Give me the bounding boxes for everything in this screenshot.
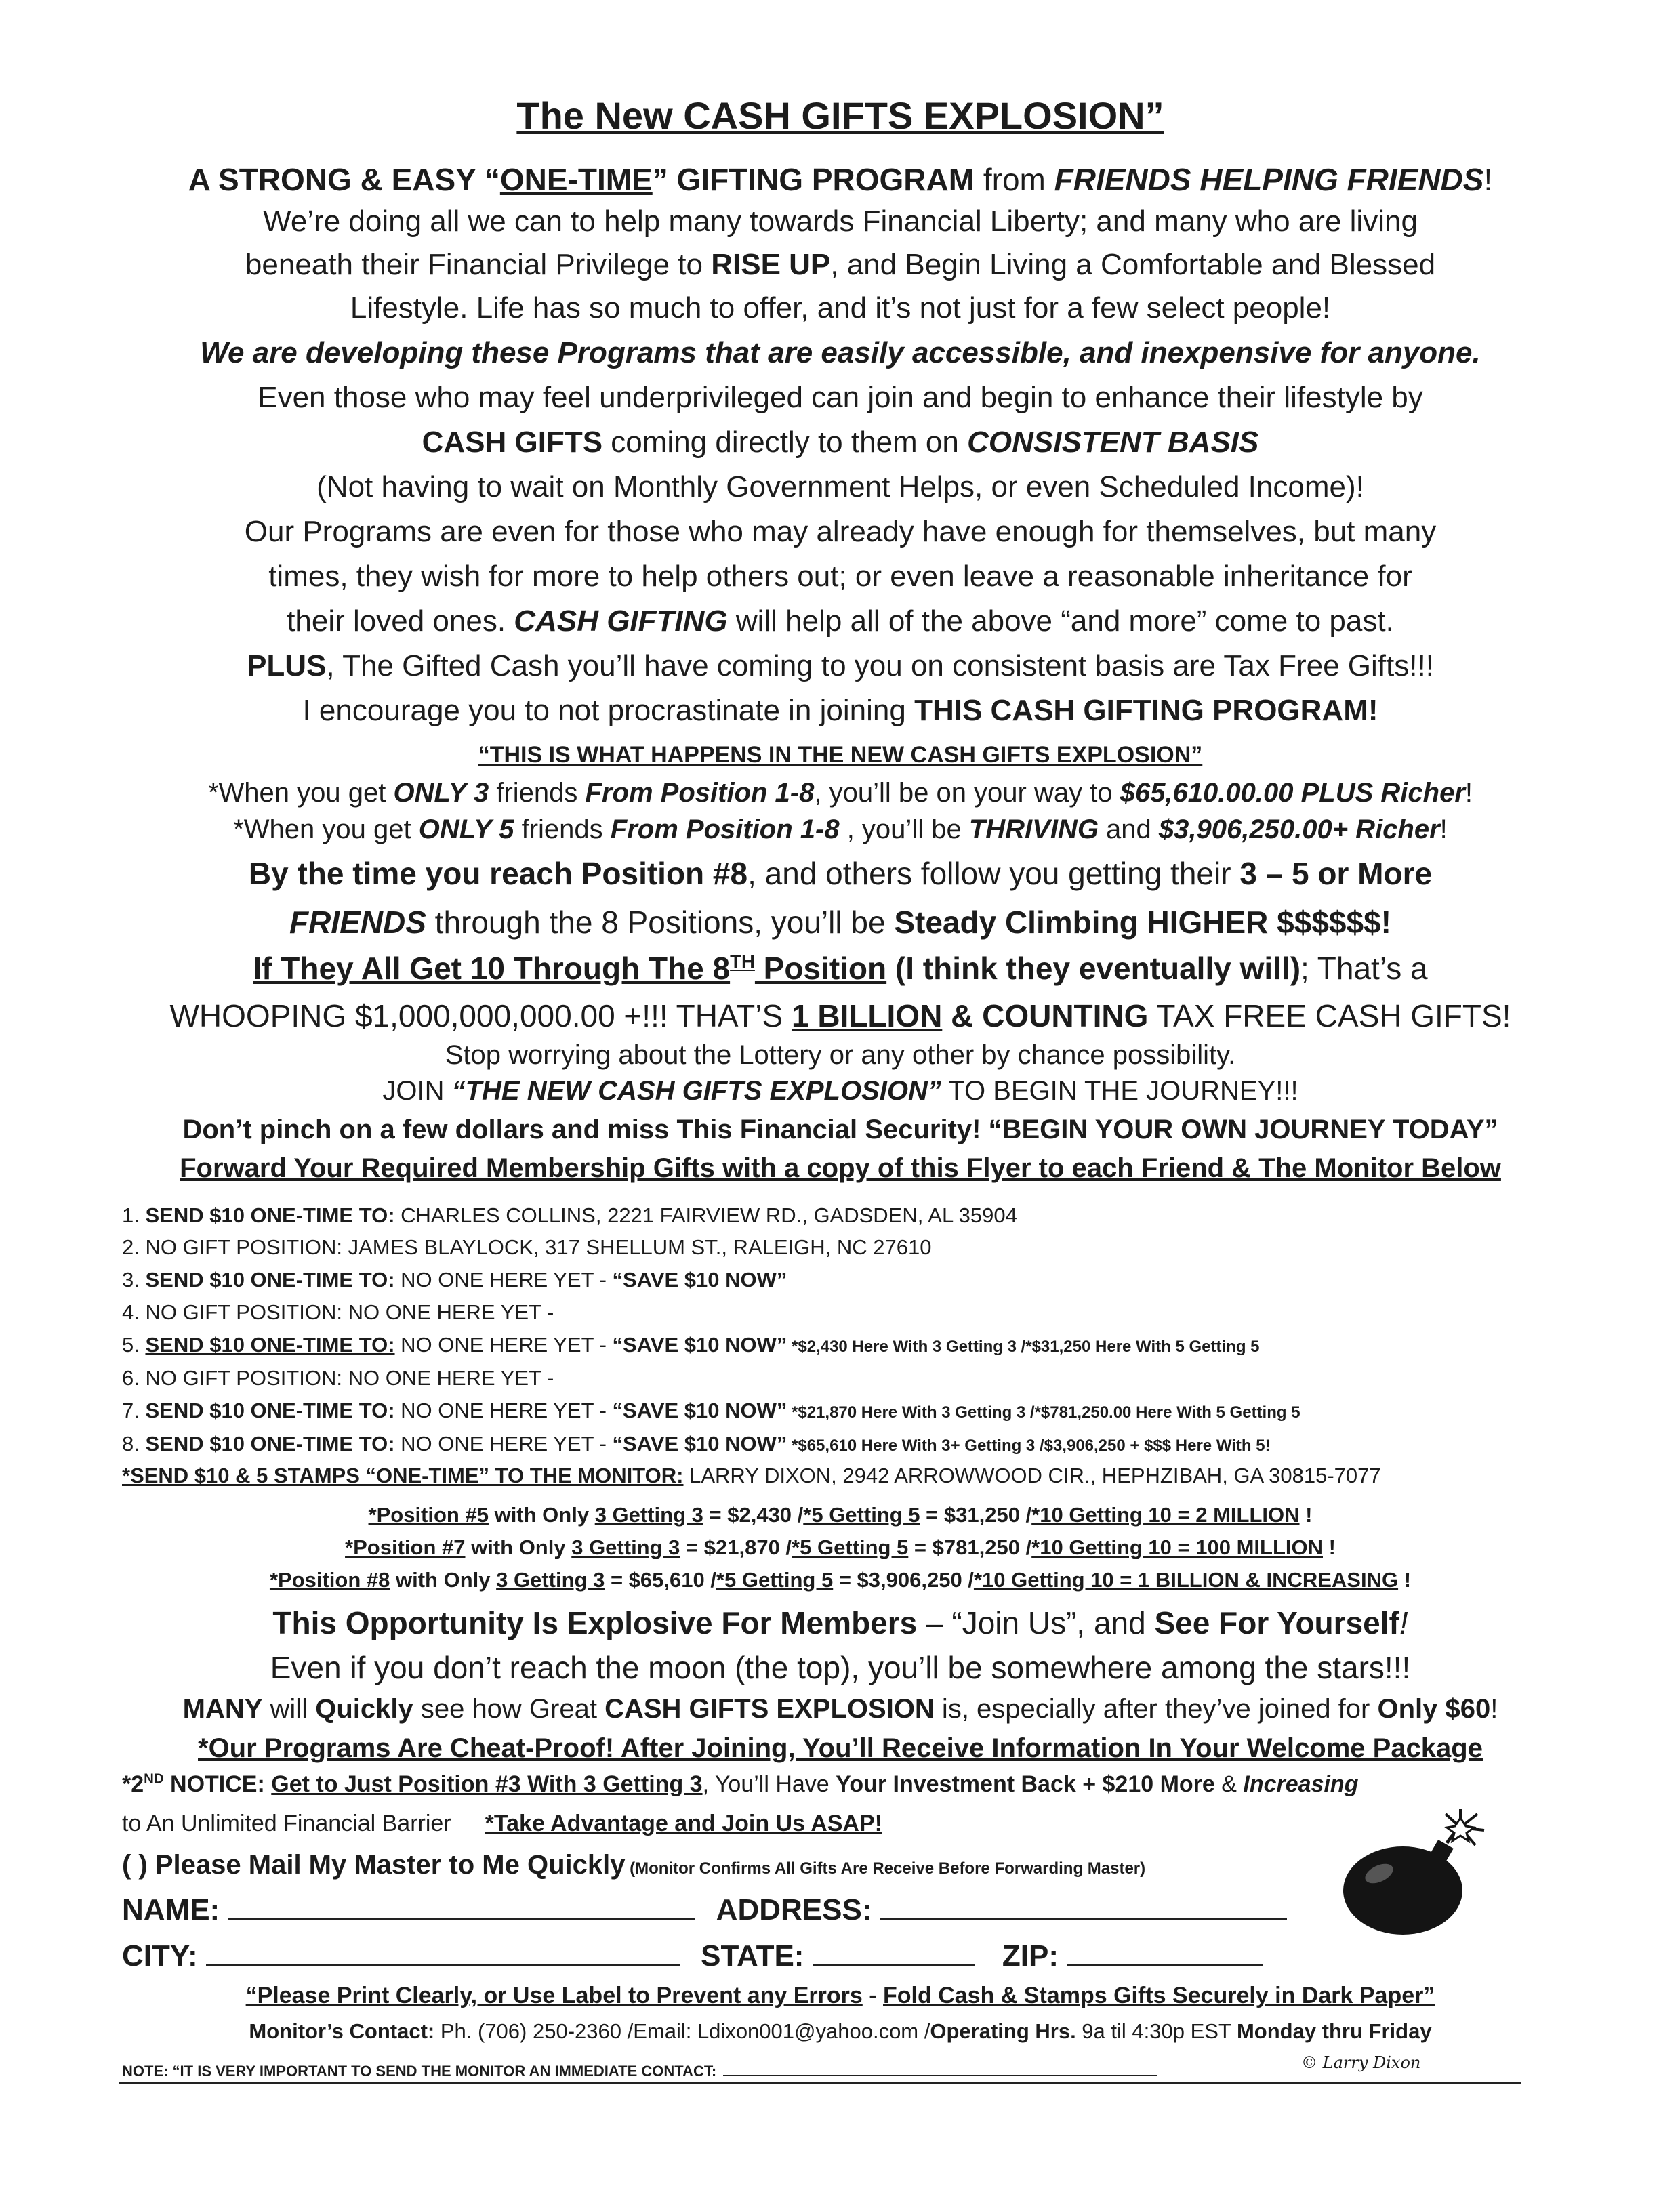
intro-line-11: their loved ones. CASH GIFTING will help all of the above “and more” come to past.: [287, 604, 1394, 638]
intro-line-6: Even those who may feel underprivileged can join and begin to enhance their lifestyle by: [258, 381, 1423, 414]
state-field[interactable]: [813, 1937, 975, 1966]
happens-friends-line: FRIENDS through the 8 Positions, you’ll be Steady Climbing HIGHER $$$$$$!: [289, 905, 1391, 940]
happens-lottery-line: Stop worrying about the Lottery or any other by chance possibility.: [445, 1040, 1236, 1070]
intro-line-4: Lifestyle. Life has so much to offer, and it’s not just for a few select people!: [350, 291, 1331, 325]
happens-position-8-line: By the time you reach Position #8, and others follow you getting their 3 – 5 or More: [248, 856, 1433, 891]
name-label: NAME:: [122, 1893, 220, 1926]
happens-forward-line: Forward Your Required Membership Gifts with a copy of this Flyer to each Friend & The Monitor Below: [180, 1153, 1501, 1183]
city-field[interactable]: [206, 1937, 680, 1966]
closing-many-line: MANY will Quickly see how Great CASH GIFTS EXPLOSION is, especially after they’ve joined for Only $60!: [182, 1694, 1498, 1724]
intro-line-7: CASH GIFTS coming directly to them on CONSISTENT BASIS: [422, 426, 1259, 459]
happens-10-through-line: If They All Get 10 Through The 8TH Position (I think they eventually will); That’s a: [253, 951, 1428, 986]
happens-heading: “THIS IS WHAT HAPPENS IN THE NEW CASH GIFTS EXPLOSION”: [478, 742, 1203, 768]
summary-position-5: *Position #5 with Only 3 Getting 3 = $2,430 /*5 Getting 5 = $31,250 /*10 Getting 10 = 2 MILLION !: [368, 1503, 1313, 1527]
intro-line-8: (Not having to wait on Monthly Government Helps, or even Scheduled Income)!: [316, 470, 1364, 503]
zip-label: ZIP:: [1002, 1939, 1059, 1973]
intro-line-1: A STRONG & EASY “ONE-TIME” GIFTING PROGRAM from FRIENDS HELPING FRIENDS!: [188, 162, 1493, 197]
city-state-zip-row: [122, 1937, 1263, 1973]
summary-position-7: *Position #7 with Only 3 Getting 3 = $21,870 /*5 Getting 5 = $781,250 /*10 Getting 10 = 100 MILLION !: [345, 1535, 1336, 1559]
address-field[interactable]: [880, 1891, 1287, 1920]
position-6: 6. NO GIFT POSITION: NO ONE HERE YET -: [122, 1366, 554, 1390]
zip-field[interactable]: [1067, 1937, 1263, 1966]
happens-line-3-friends: *When you get ONLY 3 friends From Position 1-8, you’ll be on your way to $65,610.00.00 PLUS Richer!: [207, 778, 1473, 808]
mail-master-checkbox[interactable]: ( ) Please Mail My Master to Me Quickly (Monitor Confirms All Gifts Are Receive Before Forwarding Master): [122, 1850, 1146, 1880]
position-1: 1. SEND $10 ONE-TIME TO: CHARLES COLLINS, 2221 FAIRVIEW RD., GADSDEN, AL 35904: [122, 1203, 1017, 1227]
page-title: The New CASH GIFTS EXPLOSION”: [516, 94, 1164, 137]
position-3: 3. SEND $10 ONE-TIME TO: NO ONE HERE YET - “SAVE $10 NOW”: [122, 1268, 787, 1292]
copyright-signature: © Larry Dixon: [1301, 2053, 1421, 2072]
closing-notice-line: *2ND NOTICE: Get to Just Position #3 With 3 Getting 3, You’ll Have Your Investment Back + $210 More & Increasing: [122, 1771, 1359, 1797]
happens-line-5-friends: *When you get ONLY 5 friends From Position 1-8 , you’ll be THRIVING and $3,906,250.00+ Richer!: [233, 814, 1448, 844]
intro-line-13: I encourage you to not procrastinate in joining THIS CASH GIFTING PROGRAM!: [302, 694, 1378, 727]
name-field[interactable]: [228, 1891, 695, 1920]
note-line: NOTE: “IT IS VERY IMPORTANT TO SEND THE MONITOR AN IMMEDIATE CONTACT:: [122, 2060, 1157, 2080]
position-5: 5. SEND $10 ONE-TIME TO: NO ONE HERE YET - “SAVE $10 NOW” *$2,430 Here With 3 Getting 3 /*$31,250 Here With 5 Getting 5: [122, 1333, 1260, 1357]
intro-line-5: We are developing these Programs that are easily accessible, and inexpensive for anyone.: [200, 336, 1481, 369]
closing-moon-line: Even if you don’t reach the moon (the top), you’ll be somewhere among the stars!!!: [270, 1650, 1411, 1685]
position-4: 4. NO GIFT POSITION: NO ONE HERE YET -: [122, 1300, 554, 1324]
happens-billion-line: WHOOPING $1,000,000,000.00 +!!! THAT’S 1 BILLION & COUNTING TAX FREE CASH GIFTS!: [169, 998, 1511, 1033]
note-field[interactable]: [723, 2060, 1157, 2076]
address-label: ADDRESS:: [716, 1893, 872, 1926]
intro-line-2: We’re doing all we can to help many towards Financial Liberty; and many who are living: [263, 205, 1418, 238]
intro-line-3: beneath their Financial Privilege to RISE UP, and Begin Living a Comfortable and Blessed: [245, 248, 1436, 281]
monitor-position: *SEND $10 & 5 STAMPS “ONE-TIME” TO THE MONITOR: LARRY DIXON, 2942 ARROWWOOD CIR., HEPHZIBAH, GA 30815-7077: [122, 1464, 1381, 1487]
closing-cheat-proof-line: *Our Programs Are Cheat-Proof! After Joining, You’ll Receive Information In Your Welcome Package: [198, 1733, 1483, 1763]
bomb-icon: [1332, 1806, 1488, 1941]
happens-pinch-line: Don’t pinch on a few dollars and miss This Financial Security! “BEGIN YOUR OWN JOURNEY TODAY”: [182, 1115, 1498, 1144]
intro-line-10: times, they wish for more to help others out; or even leave a reasonable inheritance for: [268, 560, 1412, 593]
closing-asap-line: to An Unlimited Financial Barrier *Take Advantage and Join Us ASAP!: [122, 1811, 882, 1836]
monitor-contact-line: Monitor’s Contact: Ph. (706) 250-2360 /Email: Ldixon001@yahoo.com /Operating Hrs. 9a til 4:30p EST Monday thru Friday: [249, 2019, 1432, 2043]
print-clearly-line: “Please Print Clearly, or Use Label to Prevent any Errors - Fold Cash & Stamps Gifts Securely in Dark Paper”: [245, 1983, 1435, 2008]
intro-line-9: Our Programs are even for those who may already have enough for themselves, but many: [244, 515, 1437, 548]
state-label: STATE:: [701, 1939, 804, 1973]
position-7: 7. SEND $10 ONE-TIME TO: NO ONE HERE YET - “SAVE $10 NOW” *$21,870 Here With 3 Getting 3 /*$781,250.00 Here With 5 Getting 5: [122, 1399, 1300, 1422]
happens-join-line: JOIN “THE NEW CASH GIFTS EXPLOSION” TO BEGIN THE JOURNEY!!!: [382, 1076, 1298, 1106]
closing-explosive-line: This Opportunity Is Explosive For Members – “Join Us”, and See For Yourself!: [272, 1605, 1408, 1640]
position-2: 2. NO GIFT POSITION: JAMES BLAYLOCK, 317 SHELLUM ST., RALEIGH, NC 27610: [122, 1235, 932, 1259]
bottom-rule: [119, 2082, 1521, 2084]
position-8: 8. SEND $10 ONE-TIME TO: NO ONE HERE YET - “SAVE $10 NOW” *$65,610 Here With 3+ Getting 3 /$3,906,250 + $$$ Here With 5!: [122, 1432, 1271, 1456]
intro-line-12: PLUS, The Gifted Cash you’ll have coming to you on consistent basis are Tax Free Gifts!!!: [247, 649, 1434, 682]
city-label: CITY:: [122, 1939, 198, 1973]
summary-position-8: *Position #8 with Only 3 Getting 3 = $65,610 /*5 Getting 5 = $3,906,250 /*10 Getting 10 = 1 BILLION & INCREASING !: [269, 1568, 1412, 1592]
name-address-row: [122, 1891, 1287, 1927]
